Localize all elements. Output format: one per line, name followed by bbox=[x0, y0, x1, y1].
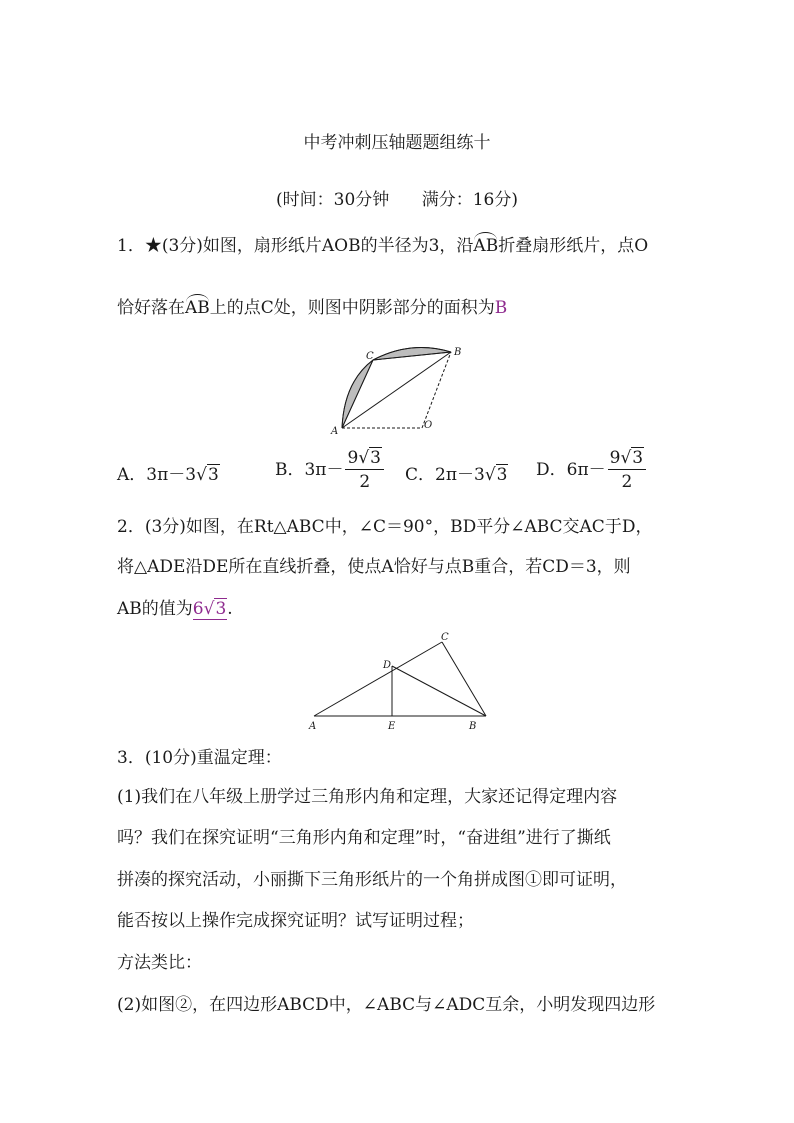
option-d-text: D．6π－ bbox=[536, 460, 606, 480]
q1-line2-text-b: 上的点C处，则图中阴影部分的面积为 bbox=[209, 298, 495, 318]
q1-option-c bbox=[405, 467, 508, 484]
option-d-fraction: $\frac{9√3}{2}$ bbox=[608, 450, 647, 491]
label-o: O bbox=[424, 420, 433, 431]
option-b-fraction: $\frac{9√3}{2}$ bbox=[345, 450, 384, 491]
q2-triangle-figure bbox=[306, 630, 496, 734]
q1-sector-figure bbox=[326, 342, 476, 438]
q3-line4: 拼凑的探究活动，小丽撕下三角形纸片的一个角拼成图①即可证明， bbox=[117, 870, 627, 890]
segment-ob-dashed bbox=[422, 352, 451, 428]
label-a: A bbox=[309, 721, 317, 732]
segment-ac bbox=[314, 642, 442, 716]
q1-line1-text-b: 折叠扇形纸片，点O bbox=[498, 236, 649, 256]
option-a-sqrt: √3 bbox=[196, 465, 219, 485]
arc-ab-notation: AB bbox=[473, 236, 499, 256]
q3-line6: 方法类比： bbox=[117, 953, 202, 973]
q1-line2-text-a: 恰好落在 bbox=[117, 298, 185, 318]
arc-ab-notation-2: AB bbox=[185, 298, 210, 318]
option-c-text: C．2π－3 bbox=[405, 465, 485, 485]
option-a-text: A．3π－3 bbox=[117, 465, 197, 485]
q2-answer: 6√3 bbox=[192, 599, 227, 619]
option-b-text: B．3π－ bbox=[275, 460, 344, 480]
page-subtitle: (时间：30分钟 满分：16分) bbox=[276, 190, 518, 210]
label-b: B bbox=[469, 721, 477, 732]
option-c-sqrt: √3 bbox=[484, 465, 508, 485]
q2-line3 bbox=[117, 601, 233, 618]
q3-line7: (2)如图②，在四边形ABCD中，∠ABC与∠ADC互余，小明发现四边形 bbox=[117, 995, 656, 1015]
q1-line1 bbox=[117, 238, 648, 255]
q3-line5: 能否按以上操作完成探究证明？试写证明过程； bbox=[117, 911, 474, 931]
label-c: C bbox=[441, 632, 449, 643]
q1-line2 bbox=[117, 300, 507, 317]
q3-line1: 3．(10分)重温定理： bbox=[117, 748, 282, 768]
label-e: E bbox=[388, 721, 396, 732]
q2-line3-text-a: AB的值为 bbox=[117, 599, 193, 619]
q2-line1: 2．(3分)如图，在Rt△ABC中，∠C＝90°，BD平分∠ABC交AC于D， bbox=[117, 517, 653, 537]
label-a: A bbox=[331, 426, 339, 437]
q3-line3: 吗？我们在探究证明“三角形内角和定理”时，“奋进组”进行了撕纸 bbox=[117, 828, 611, 848]
q1-option-d bbox=[536, 450, 648, 491]
q1-option-b bbox=[275, 450, 386, 491]
q2-line3-text-b: . bbox=[227, 599, 233, 619]
segment-db bbox=[392, 666, 486, 716]
label-c: C bbox=[366, 351, 374, 362]
label-d: D bbox=[383, 660, 392, 671]
q3-line2: (1)我们在八年级上册学过三角形内角和定理，大家还记得定理内容 bbox=[117, 787, 618, 807]
segment-cb bbox=[442, 642, 486, 716]
q1-option-a bbox=[117, 467, 220, 484]
label-b: B bbox=[454, 347, 462, 358]
q1-answer: B bbox=[494, 298, 508, 318]
q2-line2: 将△ADE沿DE所在直线折叠，使点A恰好与点B重合，若CD＝3，则 bbox=[117, 557, 631, 577]
page-title: 中考冲刺压轴题题组练十 bbox=[303, 133, 491, 153]
q1-line1-text-a: 1．★(3分)如图，扇形纸片AOB的半径为3，沿 bbox=[117, 236, 474, 256]
